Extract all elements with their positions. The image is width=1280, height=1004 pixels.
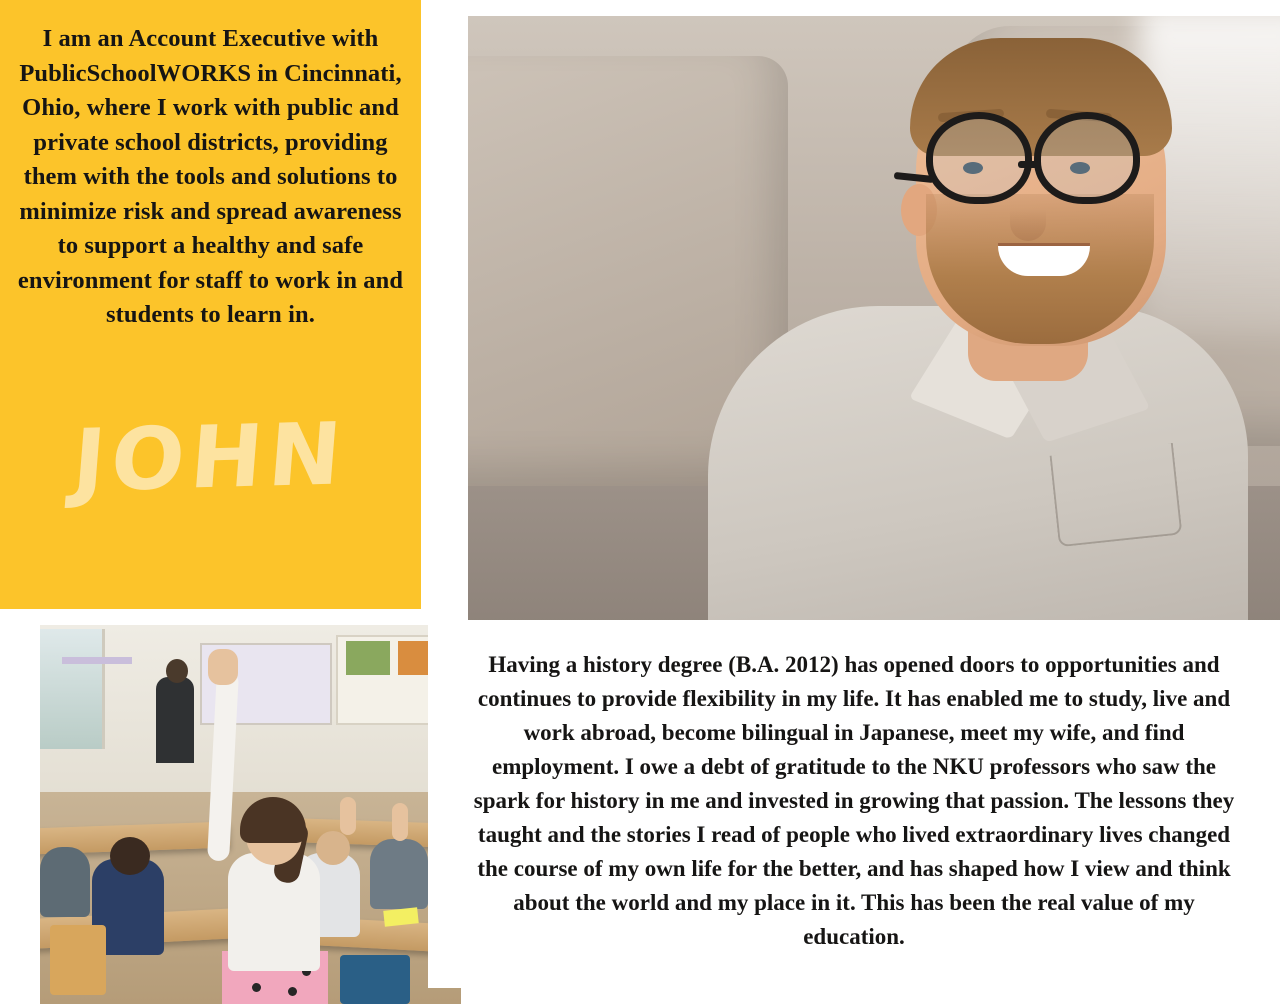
raised-hand <box>392 803 408 841</box>
nose <box>1010 189 1046 241</box>
student <box>40 847 90 917</box>
signature-name: JOHN <box>69 404 351 512</box>
body-paragraph: Having a history degree (B.A. 2012) has opened doors to opportunities and continues to provide flexibility in my life. It has enabled me to study, live and work abroad, become bilingual in Japanese, meet my wife, and find employment. I owe a debt of gratitude to the NKU professors who saw the spark for history in me and invested in growing that passion. The lessons they taught and the stories I read of people who lived extraordinary lives changed the course of my own life for the better, and has shaped how I view and think about the world and my place in it. This has been the real value of my education. <box>473 652 1235 950</box>
projector-screen-text <box>62 657 132 664</box>
raised-hand <box>340 797 356 835</box>
chair <box>50 925 106 995</box>
eyeglasses-bridge <box>1018 161 1040 168</box>
student <box>370 839 428 909</box>
person-figure <box>698 16 1258 636</box>
teacher-head <box>166 659 188 683</box>
shirt-pocket <box>1050 443 1183 547</box>
girl-raised-hand <box>208 649 238 685</box>
quote-text: I am an Account Executive with PublicSchoolWORKS in Cincinnati, Ohio, where I work with public and private school districts, providing them with the tools and solutions to minimize risk and spread awareness to support a healthy and safe environment for staff to work in and students to learn in. <box>17 25 404 329</box>
wall-poster-green <box>346 641 390 675</box>
classroom-photo <box>40 625 461 1004</box>
teacher-body <box>156 677 194 763</box>
student-head <box>110 837 150 875</box>
quote-panel <box>0 0 421 609</box>
eyeglasses-lens-right <box>1034 112 1140 204</box>
skirt-dot <box>288 987 297 996</box>
student-head <box>316 831 350 865</box>
chair <box>340 955 410 1004</box>
body-text-panel <box>428 620 1280 988</box>
classroom-window <box>40 629 105 749</box>
portrait-photo <box>468 16 1280 636</box>
eyeglasses-lens-left <box>926 112 1032 204</box>
